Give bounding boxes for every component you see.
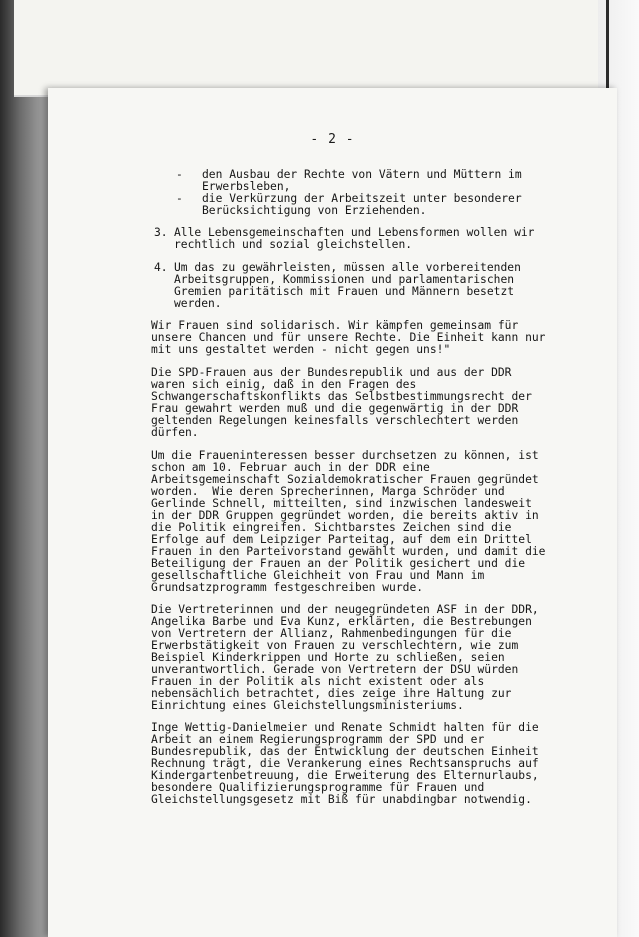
item-number: 3.	[154, 226, 168, 239]
item-text-line: Arbeitsgruppen, Kommissionen und parlamentarischen	[174, 273, 515, 286]
item-text-line: werden.	[174, 297, 222, 310]
item-text-line: Um das zu gewährleisten, müssen alle vorbereitenden	[174, 261, 521, 274]
paragraph-line: Beteiligung der Frauen an der Politik gesichert und die	[151, 557, 526, 570]
bullet-marker: -	[176, 168, 183, 181]
paragraph-line: Angelika Barbe und Eva Kunz, erklärten, die Bestrebungen	[151, 615, 532, 628]
paragraph-line: Arbeitsgemeinschaft Sozialdemokratischer Frauen gegründet	[151, 473, 539, 486]
paragraph-line: Um die Fraueninteressen besser durchsetzen zu können, ist	[151, 449, 539, 462]
paragraph-line: unverantwortlich. Gerade von Vertretern der DSU würden	[151, 663, 519, 676]
paragraph-line: Kindergartenbetreuung, die Erweiterung des Elternurlaubs,	[151, 769, 539, 782]
paragraph-line: Gerlinde Schnell, mitteilten, sind inzwischen landesweit	[151, 497, 532, 510]
page-number: - 2 -	[310, 132, 355, 147]
bullet-text-line: Berücksichtigung von Erziehenden.	[202, 204, 427, 217]
paragraph-line: Einrichtung eines Gleichstellungsministeriums.	[151, 699, 464, 712]
paragraph-line: Erfolge auf dem Leipziger Parteitag, auf dem ein Drittel	[151, 533, 532, 546]
paragraph-line: waren sich einig, daß in den Fragen des	[151, 378, 417, 391]
bullet-text-line: die Verkürzung der Arbeitszeit unter besonderer	[202, 192, 522, 205]
paragraph-line: von Vertretern der Allianz, Rahmenbedingungen für die	[151, 627, 512, 640]
paragraph-line: geltenden Regelungen keinesfalls verschlechtert werden	[151, 414, 519, 427]
paragraph-line: Die Vertreterinnen und der neugegründeten ASF in der DDR,	[151, 603, 539, 616]
item-text-line: rechtlich und sozial gleichstellen.	[174, 238, 413, 251]
item-text-line: Alle Lebensgemeinschaften und Lebensformen wollen wir	[174, 226, 535, 239]
paragraph-line: worden. Wie deren Sprecherinnen, Marga Schröder und	[151, 485, 505, 498]
paragraph-line: Grundsatzprogramm festgeschreiben wurde.	[151, 581, 424, 594]
paragraph-line: die Politik eingreifen. Sichtbarstes Zeichen sind die	[151, 521, 512, 534]
paragraph-line: Erwerbstätigkeit von Frauen zu verschlechtern, wie zum	[151, 639, 519, 652]
paragraph-line: Inge Wettig-Danielmeier und Renate Schmidt halten für die	[151, 721, 539, 734]
paragraph-line: besondere Qualifizierungsprogramme für Frauen und	[151, 781, 485, 794]
paragraph-line: Wir Frauen sind solidarisch. Wir kämpfen gemeinsam für	[151, 319, 519, 332]
paragraph-line: Frau gewahrt werden muß und die gegenwärtig in der DDR	[151, 402, 519, 415]
paragraph-line: in der DDR Gruppen gegründet worden, die bereits aktiv in	[151, 509, 539, 522]
bullet-marker: -	[176, 192, 183, 205]
paragraph-line: Frauen in den Parteivorstand gewählt wurden, und damit die	[151, 545, 546, 558]
paragraph-line: Gleichstellungsgesetz mit Biß für unabdingbar notwendig.	[151, 793, 532, 806]
paragraph-line: Rechnung trägt, die Verankerung eines Rechtsanspruchs auf	[151, 757, 539, 770]
paragraph-line: unsere Chancen und für unsere Rechte. Die Einheit kann nur	[151, 331, 546, 344]
paragraph-line: Frauen in der Politik als nicht existent oder als	[151, 675, 485, 688]
paragraph-line: Beispiel Kinderkrippen und Horte zu schließen, seien	[151, 651, 505, 664]
paragraph-line: Arbeit an einem Regierungsprogramm der SPD und er	[151, 733, 485, 746]
paragraph-line: nebensächlich betrachtet, dies zeige ihre Haltung zur	[151, 687, 512, 700]
paragraph-line: schon am 10. Februar auch in der DDR eine	[151, 461, 430, 474]
paragraph-line: mit uns gestaltet werden - nicht gegen uns!"	[151, 343, 451, 356]
bullet-text-line: Erwerbsleben,	[202, 180, 291, 193]
paragraph-line: gesellschaftliche Gleichheit von Frau und Mann im	[151, 569, 485, 582]
item-number: 4.	[154, 261, 168, 274]
document-page	[48, 88, 617, 937]
paragraph-line: dürfen.	[151, 426, 199, 439]
underlying-sheet	[14, 0, 626, 97]
paragraph-line: Schwangerschaftskonflikts das Selbstbestimmungsrecht der	[151, 390, 532, 403]
paragraph-line: Bundesrepublik, das der Entwicklung der deutschen Einheit	[151, 745, 539, 758]
item-text-line: Gremien paritätisch mit Frauen und Männern besetzt	[174, 285, 515, 298]
bullet-text-line: den Ausbau der Rechte von Vätern und Müttern im	[202, 168, 522, 181]
paragraph-line: Die SPD-Frauen aus der Bundesrepublik und aus der DDR	[151, 366, 512, 379]
